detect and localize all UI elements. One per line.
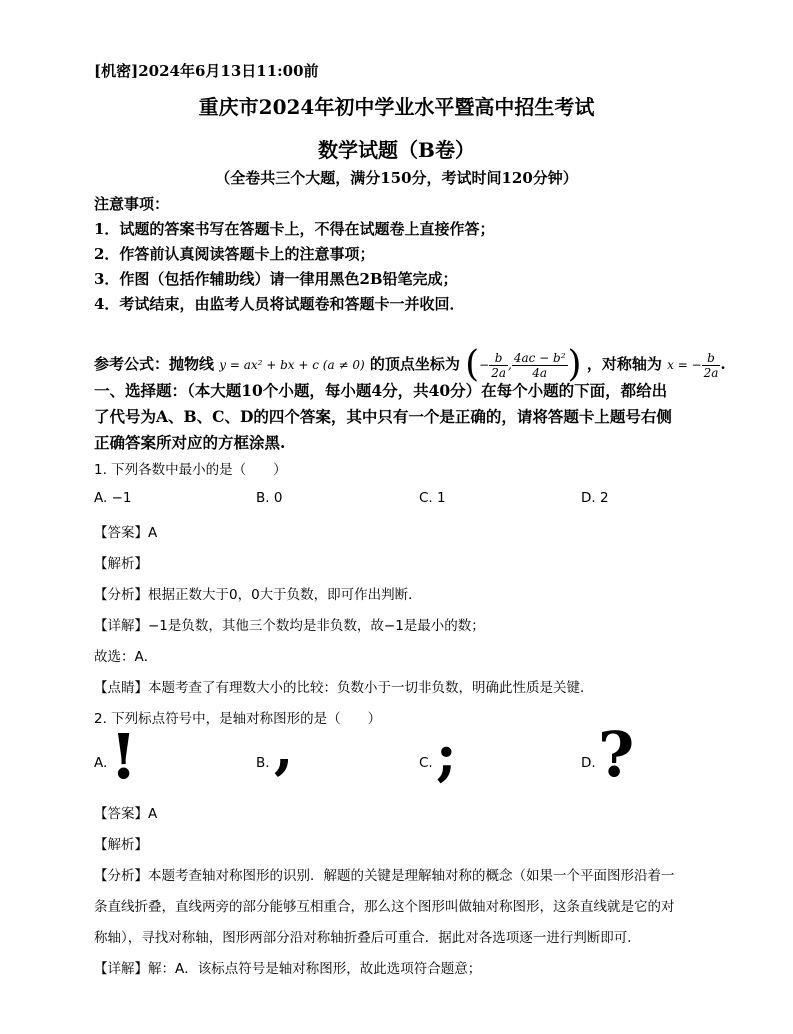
note-item: 3．作图（包括作辅助线）请一律用黑色2B铅笔完成； [94,270,458,288]
q2-fenxi: 【分析】本题考查轴对称图形的识别．解题的关键是理解轴对称的概念（如果一个平面图形沿着一 [94,868,675,884]
q2-option-b-label: B. [256,755,270,771]
note-item: 1．试题的答案书写在答题卡上，不得在试题卷上直接作答； [94,220,495,238]
reference-formula: 参考公式：抛物线 y = ax² + bx + c (a ≠ 0) 的顶点坐标为 (− $\frac{b}{2a}$ , $\frac{\text{4ac − b²}}{4a}$ ) ，对称轴为 x = − $\frac{b}{2a}$ . [94,344,726,385]
q2-analysis-tag: 【解析】 [94,837,148,853]
q2-fenxi-line: 称轴），寻找对称轴，图形两部分沿对称轴折叠后可重合．据此对各选项逐一进行判断即可． [94,930,641,946]
q1-option-a: A. −1 [94,490,132,506]
q2-xiangjie: 【详解】解：A．该标点符号是轴对称图形，故此选项符合题意； [94,961,482,977]
exclamation-mark-glyph: ! [110,720,138,793]
question-2-stem: 2. 下列标点符号中，是轴对称图形的是（ ） [94,711,382,727]
exam-info: （全卷共三个大题，满分150分，考试时间120分钟） [215,169,578,187]
section-heading: 正确答案所对应的方框涂黑. [94,433,286,452]
axis-fraction: $\frac{b}{2a}$ [703,350,719,380]
q2-option-d-label: D. [581,755,596,771]
q1-xiangjie: 【详解】−1是负数，其他三个数均是非负数，故−1是最小的数； [94,618,485,634]
q2-answer: 【答案】A [94,806,158,822]
comma-glyph: , [274,716,294,782]
q1-analysis-tag: 【解析】 [94,556,148,572]
notes-heading: 注意事项： [94,195,170,213]
exam-subtitle: 数学试题（B卷） [318,138,475,162]
q1-choice: 故选：A． [94,649,158,665]
q2-fenxi-line: 条直线折叠，直线两旁的部分能够互相重合，那么这个图形叫做轴对称图形，这条直线就是它的对 [94,899,675,915]
formula-axis-text: ，对称轴为 [586,355,662,373]
q1-option-d: D. 2 [581,490,609,506]
question-1-stem: 1. 下列各数中最小的是（ ） [94,462,287,478]
q1-dianjing: 【点睛】本题考查了有理数大小的比较：负数小于一切非负数，明确此性质是关键． [94,680,594,696]
semicolon-glyph: ; [436,722,457,788]
q1-fenxi: 【分析】根据正数大于0，0大于负数，即可作出判断． [94,587,422,603]
q1-option-b: B. 0 [256,490,283,506]
confidential-note: [机密]2024年6月13日11:00前 [94,62,319,80]
question-mark-glyph: ? [598,718,635,791]
note-item: 4．考试结束，由监考人员将试题卷和答题卡一并收回． [94,295,465,313]
formula-middle: 的顶点坐标为 [369,355,460,373]
q1-answer: 【答案】A [94,525,158,541]
exam-title: 重庆市2024年初中学业水平暨高中招生考试 [198,95,595,119]
vertex-x-fraction: $\frac{b}{2a}$ [491,350,507,380]
axis-lhs: x = − [667,358,702,372]
q2-option-c-label: C. [419,755,433,771]
q1-option-c: C. 1 [419,490,446,506]
q2-option-a-label: A. [94,755,108,771]
section-heading: 了代号为A、B、C、D的四个答案，其中只有一个是正确的，请将答题卡上题号右侧 [94,407,672,426]
section-heading: 一、选择题：（本大题10个小题，每小题4分，共40分）在每个小题的下面，都给出 [94,381,668,400]
parabola-equation: y = ax² + bx + c (a ≠ 0) [219,358,365,372]
vertex-y-fraction: $\frac{\text{4ac − b²}}{4a}$ [513,350,566,380]
formula-prefix: 参考公式：抛物线 [94,355,215,373]
note-item: 2．作答前认真阅读答题卡上的注意事项； [94,245,375,263]
